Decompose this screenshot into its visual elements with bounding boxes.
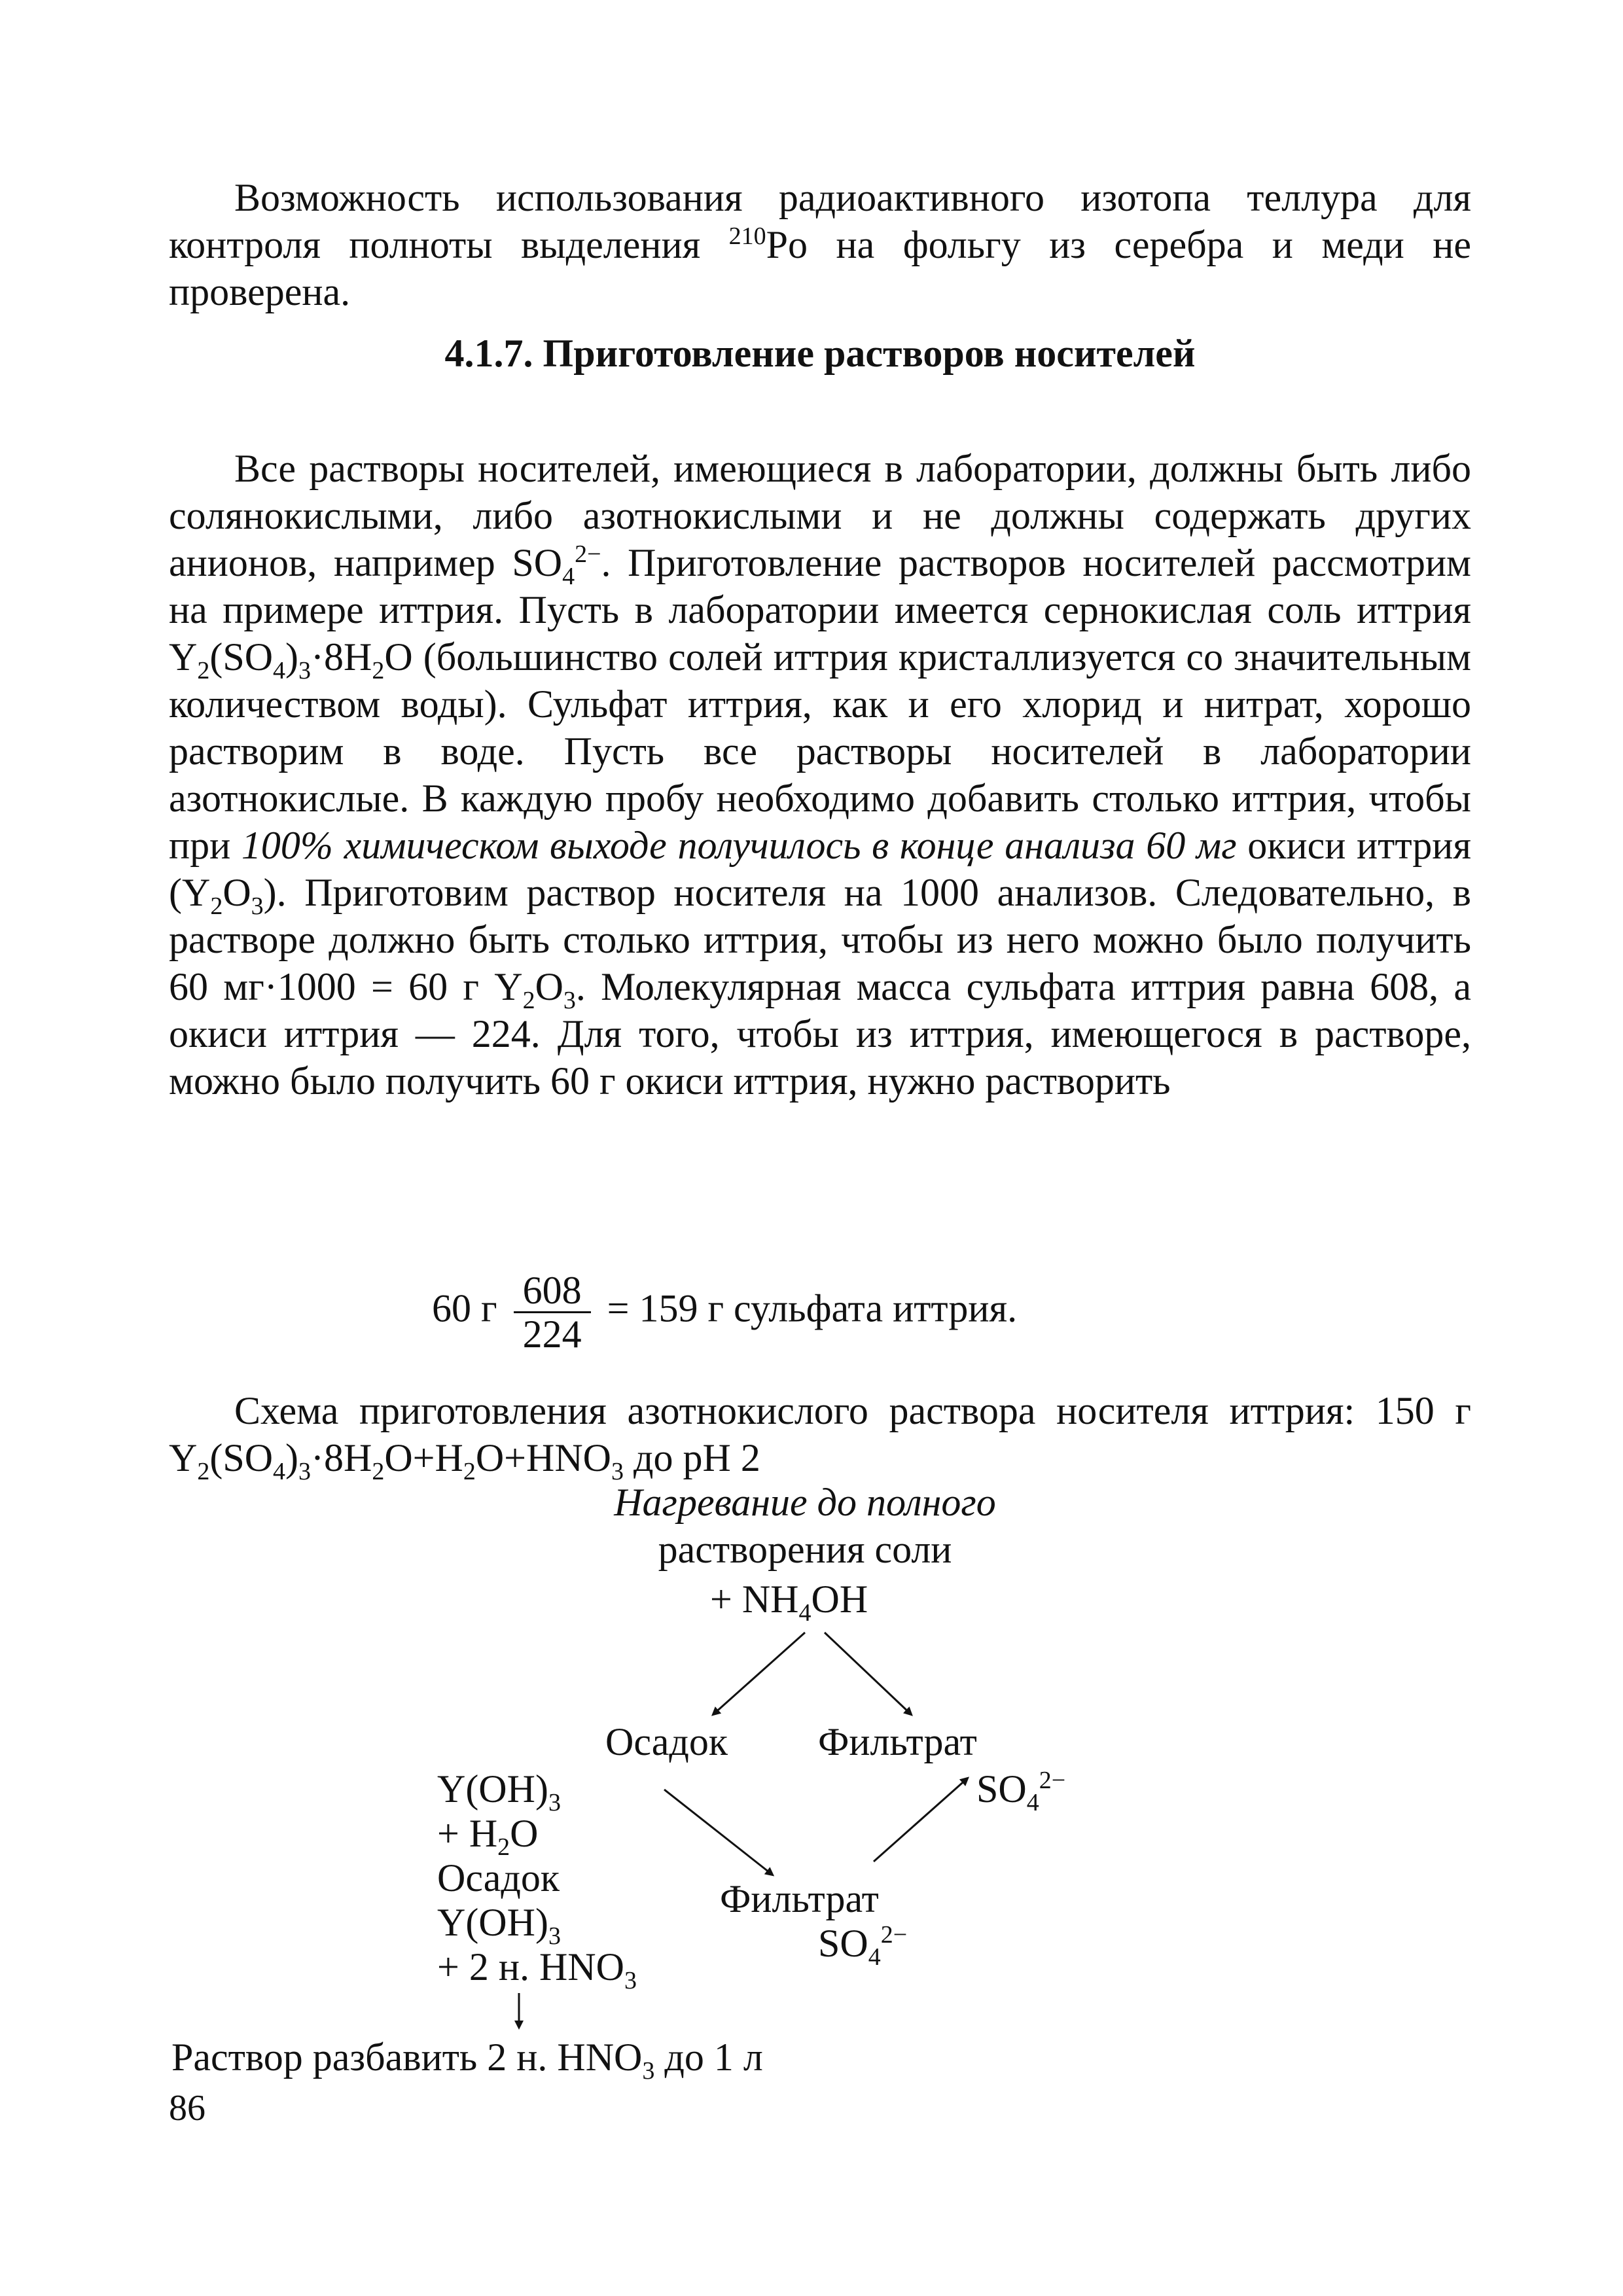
arrow-to-filtrate bbox=[825, 1633, 911, 1714]
scheme-filtrate-2: Фильтрат bbox=[720, 1877, 879, 1920]
scheme-intro: Схема приготовления азотнокислого раствора носителя иттрия: 150 г $Y_2(SO_4)_3\cdot 8H_2O+H_2O+HNO_3$ до pH 2 bbox=[169, 1389, 1471, 1485]
scheme-plus-hno3: + 2 н. $HNO_3$ bbox=[437, 1945, 637, 1994]
section-title: 4.1.7. Приготовление растворов носителей bbox=[444, 332, 1196, 375]
arrow-precipitate-to-filtrate2 bbox=[664, 1790, 772, 1875]
page-number: 86 bbox=[169, 2088, 205, 2128]
scheme-yoh3: $Y(OH)_3$ bbox=[437, 1767, 561, 1816]
body-paragraph: Все растворы носителей, имеющиеся в лаборатории, должны быть либо солянокислыми, либо азотнокислыми и не должны содержать других анионов, например $SO_4^{2-}$. Приготовление растворов носителей рассмотрим на примере иттрия. Пусть в лаборатории имеется сернокислая соль иттрия $Y_2(SO_4)_3\cdot 8H_2O$ (большинство солей иттрия кристаллизуется со значительным количеством воды). Сульфат иттрия, как и его хлорид и нитрат, хорошо растворим в воде. Пусть все растворы носителей в лаборатории азотнокислые. В каждую пробу необходимо добавить столько иттрия, чтобы при 100% химическом выходе получилось в конце анализа 60 мг окиси иттрия $(Y_2O_3)$. Приготовим раствор носителя на 1000 анализов. Следовательно, в растворе должно быть столько иттрия, чтобы из него можно было получить 60 мг·1000 = 60 г $Y_2O_3$. Молекулярная масса сульфата иттрия равна 608, а окиси иттрия — 224. Для того, чтобы из иттрия, имеющегося в растворе, можно было получить 60 г окиси иттрия, нужно растворить bbox=[169, 447, 1471, 1103]
equation-denominator: 224 bbox=[522, 1313, 582, 1356]
scheme-final-instruction: Раствор разбавить 2 н. $HNO_3$ до 1 л bbox=[171, 2036, 763, 2085]
intro-paragraph: Возможность использования радиоактивного изотопа теллура для контроля полноты выделения $^{210}$Po на фольгу из серебра и меди не проверена. bbox=[169, 176, 1471, 313]
scheme-precipitate-2: Осадок bbox=[437, 1856, 560, 1899]
arrow-to-precipitate bbox=[713, 1633, 805, 1714]
scheme-plus-h2o: + $H_2O$ bbox=[437, 1812, 539, 1861]
equation-right: = 159 г сульфата иттрия. bbox=[607, 1286, 1018, 1330]
scheme-precipitate: Осадок bbox=[605, 1720, 728, 1763]
scheme-so4-bottom: $SO_4^{2-}$ bbox=[818, 1921, 908, 1971]
scheme-heating-line2: растворения соли bbox=[658, 1528, 952, 1571]
scheme-heating-line1: Нагревание до полного bbox=[614, 1481, 996, 1524]
equation-numerator: 608 bbox=[514, 1269, 591, 1313]
equation-left: 60 г bbox=[432, 1286, 497, 1330]
scheme-so4-right: $SO_4^{2-}$ bbox=[976, 1767, 1066, 1816]
scheme-filtrate: Фильтрат bbox=[818, 1720, 977, 1763]
scheme-add-nh4oh: + $NH_4OH$ bbox=[710, 1578, 868, 1627]
arrow-to-so4 bbox=[874, 1778, 967, 1862]
italic-phrase: 100% химическом выходе получилось в конце анализа 60 мг bbox=[241, 824, 1237, 867]
scheme-yoh3-2: $Y(OH)_3$ bbox=[437, 1901, 561, 1950]
